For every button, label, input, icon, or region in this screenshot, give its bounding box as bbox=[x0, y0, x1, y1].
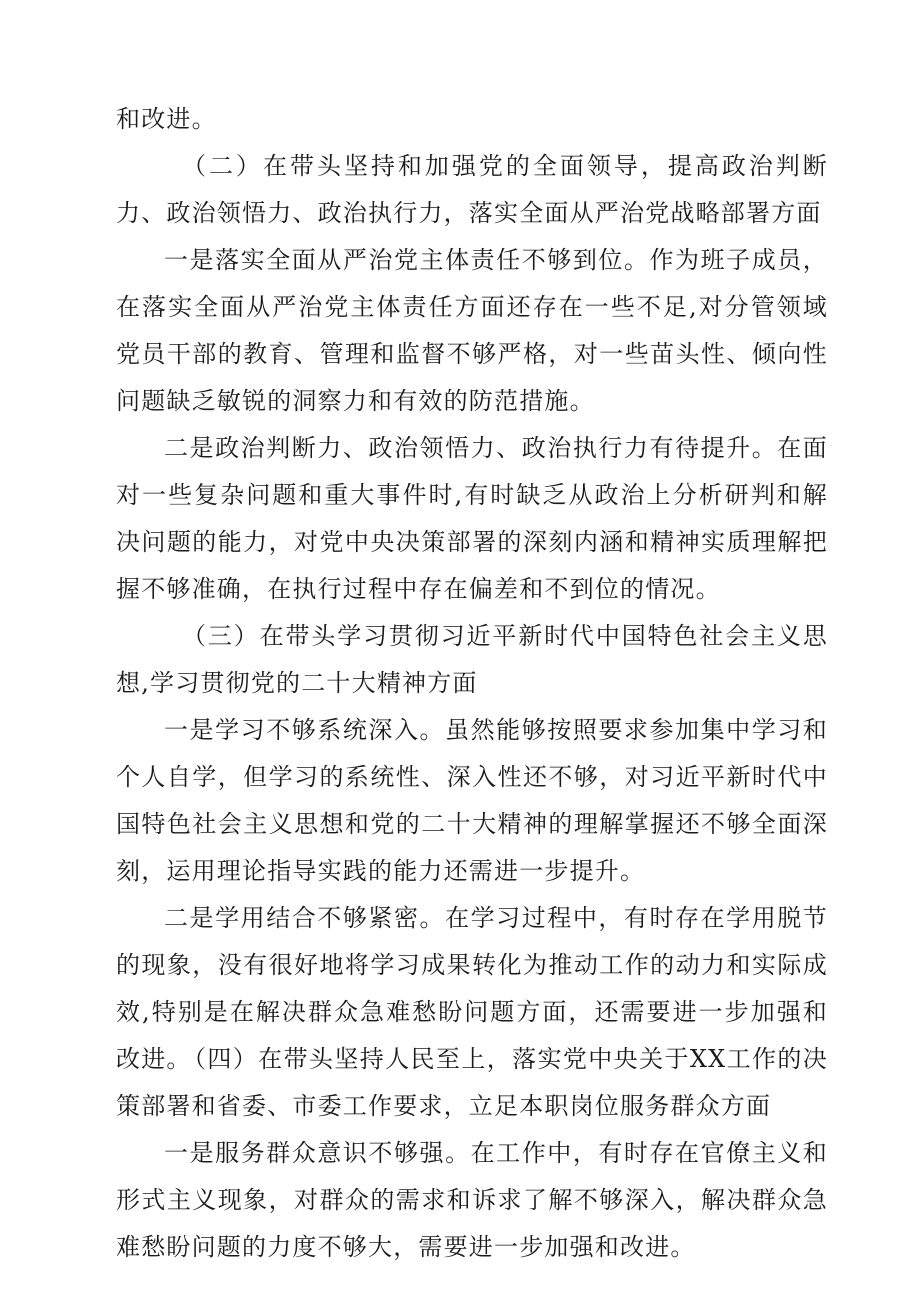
paragraph-3-2: 二是学用结合不够紧密。在学习过程中，有时存在学用脱节的现象，没有很好地将学习成果转化为推动工作的动力和实际成效,特别是在解决群众急难愁盼问题方面，还需要进一步加强和改进。 bbox=[116, 904, 828, 1073]
section-heading-2: （二）在带头坚持和加强党的全面领导，提高政治判断力、政治领悟力、政治执行力，落实全面从严治党战略部署方面 bbox=[116, 152, 828, 227]
paragraph-3-1: 一是学习不够系统深入。虽然能够按照要求参加集中学习和个人自学，但学习的系统性、深入性还不够，对习近平新时代中国特色社会主义思想和党的二十大精神的理解掌握还不够全面深刻，运用理论指导实践的能力还需进一步提升。 bbox=[116, 716, 828, 885]
paragraph-2-2: 二是政治判断力、政治领悟力、政治执行力有待提升。在面对一些复杂问题和重大事件时,有时缺乏从政治上分析研判和解决问题的能力，对党中央决策部署的深刻内涵和精神实质理解把握不够准确，在执行过程中存在偏差和不到位的情况。 bbox=[116, 434, 828, 603]
section-heading-4: （四）在带头坚持人民至上，落实党中央关于XX工作的决策部署和省委、市委工作要求，立足本职岗位服务群众方面 bbox=[116, 1045, 828, 1120]
section-heading-3: （三）在带头学习贯彻习近平新时代中国特色社会主义思想,学习贯彻党的二十大精神方面 bbox=[116, 622, 828, 697]
paragraph-4-1: 一是服务群众意识不够强。在工作中，有时存在官僚主义和形式主义现象，对群众的需求和诉求了解不够深入，解决群众急难愁盼问题的力度不够大，需要进一步加强和改进。 bbox=[116, 1139, 828, 1261]
paragraph-2-1: 一是落实全面从严治党主体责任不够到位。作为班子成员，在落实全面从严治党主体责任方面还存在一些不足,对分管领域党员干部的教育、管理和监督不够严格，对一些苗头性、倾向性问题缺乏敏锐的洞察力和有效的防范措施。 bbox=[116, 246, 828, 415]
paragraph-continuation: 和改进。 bbox=[116, 105, 217, 133]
